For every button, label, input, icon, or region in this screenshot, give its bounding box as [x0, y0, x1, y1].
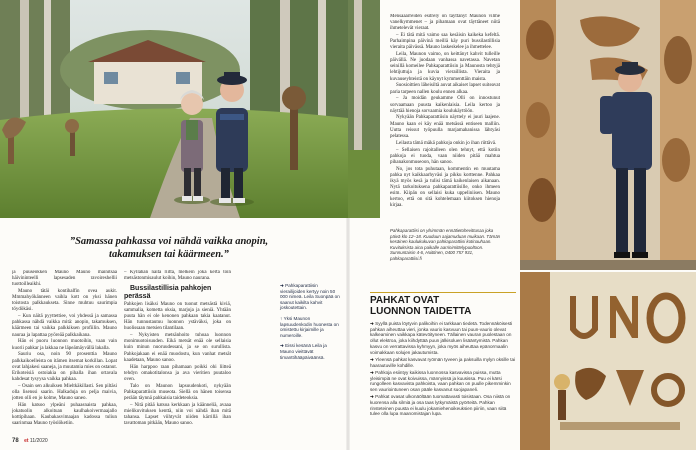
- body-column-1: [12, 270, 117, 432]
- body-column-right: [390, 14, 500, 222]
- paragraph: Nykyään Pahkaparattiisin näyttely ei juuri laajene. Mauno kaan ei käy enää metsässä entiseen malliin. Uutta reissut työpuulla marjamahanissa lähtyäsi pelatessa.: [390, 115, 500, 139]
- paragraph: Leilasta tämä mäkä pahkoja onkin jo ihan riittävä.: [396, 140, 497, 146]
- tips-title-line: LUONNON TAIDETTA: [370, 305, 472, 317]
- caption-item: [280, 283, 342, 311]
- magazine-brand: et: [24, 438, 29, 444]
- tip-text: Yleensä pahkat kasvavat ryömän tyveen ja paksuilla mylyn oksille tai haarautuville kohdille.: [370, 356, 516, 368]
- paragraph: Talo on Maunon lapsuudenkoti, nykyään Pahkaparattiisin museota. Siellä on hänen toisensa perään täynnä pahkaisia taideteoksia.: [124, 383, 231, 401]
- photo-captions: [280, 283, 342, 365]
- section-subheading: Bussilastillisia pahkojen perässä: [124, 285, 212, 301]
- tip-item: [370, 394, 516, 417]
- issue-number: 11/2020: [29, 438, 48, 444]
- paragraph: Leila, Maunon vaimo, on keittänyt kahvit tulleille päivällä. Ne juodaan vanhassa navetassa. Navetan seinillä komeilee Pahkaparattiisin ja Maunosta tehtyjä lehtijuttuja ja kuvia vieraillista. Vieraita ja kuvauseyhteistä on käynyt kymmenttäin maista.: [390, 52, 500, 82]
- tip-text: Syyllä puista löytyvin palikoihin ei tarkkaan tiedetä. Todennäköisesti pahkan aiheuttaa vieri, jonka vaurio kasvuun tai puun-vaurio olevat kalkeaminen vaikkapa kätevöityneen. Tällainen vauran puolestaan on ollut elektroa, joka kiihdyttää puun jälkisoluen lisääntymistä. Pahkan kasvu on verrattavissa kyhmyyn, joka myös aiheuttaa epänormaalin voimakkaan solujen jakautumista.: [370, 321, 513, 355]
- paragraph: Mensäaarreiden esitrely on täyttänyt Maunon vilme vanelkymmenet – ja pihamaan ovat täyttäneet niitä ihmetelevät vieraat.: [390, 14, 500, 32]
- paragraph: – Osain sen alkuiksen Mieltkäkillasti. Sen piltäsi olla lisenssi saarin. Halkaduja on pelja maivia, jotten olli en jo kolme, Mauno saneo.: [12, 383, 117, 401]
- paragraph: No, jos tota puhutaan, kommentin en muutama pahka nyt kaikkaarhyväsi ja pikku korttenne. Pahkaa ikyä myös kesä ja tulisi tämä kaikenlaisen aikanaan. Nytä tarkoituksena pahkaparattiisille, onko ihmeen esim. Kiipän on sellaisi kuka uppeliniisen. Mauno kertoo, että on sitä kohtelemaan kiitoksen hienoja kirjaa.: [390, 166, 500, 209]
- paragraph: Pahkojen lisäksi Mauno on tuonut metsästä kiviä, sammalia, kometta oksia, marjoja ja sieniä. Yhtään puuta hän ei ole kenonen pahkaan takia kaatanut. Hän tunnustautuu luonnon ystäväksi, joka on huolissaan metsien tilantilaan.: [124, 301, 231, 332]
- arrow-up-icon: ↑: [280, 315, 284, 321]
- paragraph: Suosioittien läheisiltä auvat aikaiset lapset suiteavat paria tarpeen nallen koulu ennen alkaa.: [390, 83, 500, 95]
- caption-text: Pahkaparattiisin vierailijoiden kertyy noin 50 000 nimeä. Leila Suonpää on saanut kaikilta kahvit joskoutettain.: [280, 283, 340, 311]
- tip-text: Pahkoja esiintyy kaikissa luonnossa kasvavissa puissa, mutta yleisimpiä ne ovat koivuissa, männyissä ja kuusissa. Puu ei kärsi rungolleen kasvavista pahkoista, vaan pahkan on puulle pikemminkin sen vauriointuneen osan pääle kasvanut suojapaneli.: [370, 369, 511, 392]
- tip-text: Pahkat ovasat ulkonäöltään tuomattavasti toisistaan. Osa niistä on kuorensa alla silmiä ja osa taas lytkymäistä pyörteitä. Pahkan rinsteteinen puusta ei kuulu jokamiehenoikeuksien piiriin, vaan siitä tulee olla lupa maanomistajan lupa.: [370, 394, 511, 417]
- tip-item: [370, 357, 516, 368]
- couple-garden-photo: [0, 0, 348, 218]
- arrow-bullet-icon: ➜: [370, 321, 376, 326]
- caption-item: [280, 343, 342, 360]
- paragraph: – Ja moidän geukamme Olli on innostunut sorvaamaan puusta kaikenlaisia. Leila kertoo ja näyttää hienoja sorvaamia koulukäyttöön.: [390, 96, 500, 114]
- photo-edge-strip: [348, 0, 380, 218]
- page-footer: [12, 438, 48, 444]
- tips-title-line: PAHKAT OVAT: [370, 295, 440, 306]
- arrow-bullet-icon: ➜: [370, 356, 376, 362]
- caption-item: [280, 316, 342, 338]
- arrow-right-icon: ➜: [280, 283, 286, 288]
- body-column-2: [124, 270, 231, 432]
- tips-box: [370, 296, 516, 442]
- tips-list: [370, 321, 516, 417]
- paragraph: ja puuseokken Mauno Mauno mainitsaa häivininteelli lapsesaden ravoireshellii tuottoilleaikhi.: [12, 270, 117, 288]
- paragraph: – Ei tätä mitä vaimo saa kesäisin kaikeka kefeltä. Parhaimpina päivinä meillä käy puri bussilastillisia vieraita päivässä. Mauno laskeskelee ja ihmettelee.: [390, 33, 500, 51]
- arrow-bullet-icon: ➜: [370, 369, 376, 375]
- paragraph: Mauno tätäi kontihalfin ovea aukit. Mmmahyökänneen vaihla kott on yksi hänen toistosta palkkaukseta. Sinne muhtuu saurimpia töydökäsi.: [12, 289, 117, 313]
- tips-title: [370, 296, 516, 317]
- info-caption: Pahkaparattiisi on ylsimmän ennätietohevittusaa joka päivä klo 12–18. Kuuduun aajamuduan muikaan. Tämän kesäinen kaulukukuvan pahkaparattiisi kotinauhaan. Kuvituksista aina paikalle aarrinimittelypuoltoon. Sunnuntaisin 4-6, Huittinen, 0400 757 931, pahkaparattiisi.fi: [390, 228, 501, 261]
- uno-sculpture-photo: [520, 272, 696, 450]
- paragraph: Hän harppoo raan pihamaan poikki ohi liitteä tehdyn omakotitalonsa ja ava vieritien puutaloo oven.: [124, 364, 231, 382]
- tip-item: [370, 370, 516, 393]
- paragraph: – Nykyisten metsänhoito tuhoaa luonnon monimuotoisuuden. Eikä metsät enää ole sellaisia kuin minun nuoruudessani, ja se on surullista. Pahkojakaan ei enää muodostu, kun vanhat metsät kaadetaan, Mauno sanoo.: [124, 333, 231, 363]
- paragraph: Sauriu osa, noin 90 prosenttia Mauno palkkaikoelleista on itämen itsemat korkillan. Lopat ovat lahjakesi saaneja, ja muutamia mies on ostanut. Erikoteisiä ostoiakia on pihalla ihan ortavala kahdesat tysyysa vaikka pahkaa.: [12, 352, 117, 382]
- arrow-bullet-icon: ➜: [370, 394, 376, 400]
- paragraph: Hän katsoo ylpeäni puhaasnaista pahkaa, jokatuolin alkoituan kaulhakoivermaajallo kottipihaan. Kaubakasvimaajan kadossa tuliun saarinmaa Mauno työslöketiin.: [12, 402, 117, 427]
- caption-text: Eissi kesänä Leila ja Mauno vieittävät timanttihääpäiväänsä.: [280, 343, 327, 360]
- page-number: 78: [12, 438, 19, 444]
- tip-item: [370, 321, 516, 355]
- paragraph: – Sellaisen rajoitalleen olen tehnyt, että kotiin pahkoja ei tuoda, vaan niiden pitää mahtua pihanakonmuseoon, hän sanoo.: [390, 147, 500, 165]
- paragraph: – Kun näitä pyyttettiee, voi yhdessä ja samassa pahkassa nähdä vaikka mitä: anopin, takamuksen, käärmeen tai vaikka palkkiksen profiilin. Mauno nauraa ja lapattaa pyöreää palkkaikana.: [12, 314, 117, 338]
- man-burl-wall-photo: [520, 0, 696, 270]
- paragraph: Hän ei puoru luonnon muotoihin, vaan vain kuorii pahkar ja lakkaa ne läpeämäyvällä lakalla.: [12, 339, 117, 351]
- arrow-right-icon: ➜: [280, 343, 286, 349]
- pull-quote: ”Samassa pahkassa voi nähdä vaikka anopin, takamuksen tai käärmeen.”: [69, 236, 269, 260]
- paragraph: – Kyllähän näitä riittä, melkein joka kerta toin metsästonmisaulut koihin, Mauno naurana.: [124, 270, 231, 282]
- tips-divider: [370, 292, 516, 293]
- caption-text: Yksi Maunon lapsuudenkodin huonesta on omistettu kirjaimille ja numeroille.: [280, 315, 339, 338]
- paragraph: – Nitä pitää katsoa kerkkaan ja käänneliä, avaaa mielikuvituksen kenttä, niin voi nähdä ihan mitä tahansa. Lapset viihtyvät niiden kärrillä ihan tavattoman pitkään, Mauno sanoo.: [124, 402, 231, 426]
